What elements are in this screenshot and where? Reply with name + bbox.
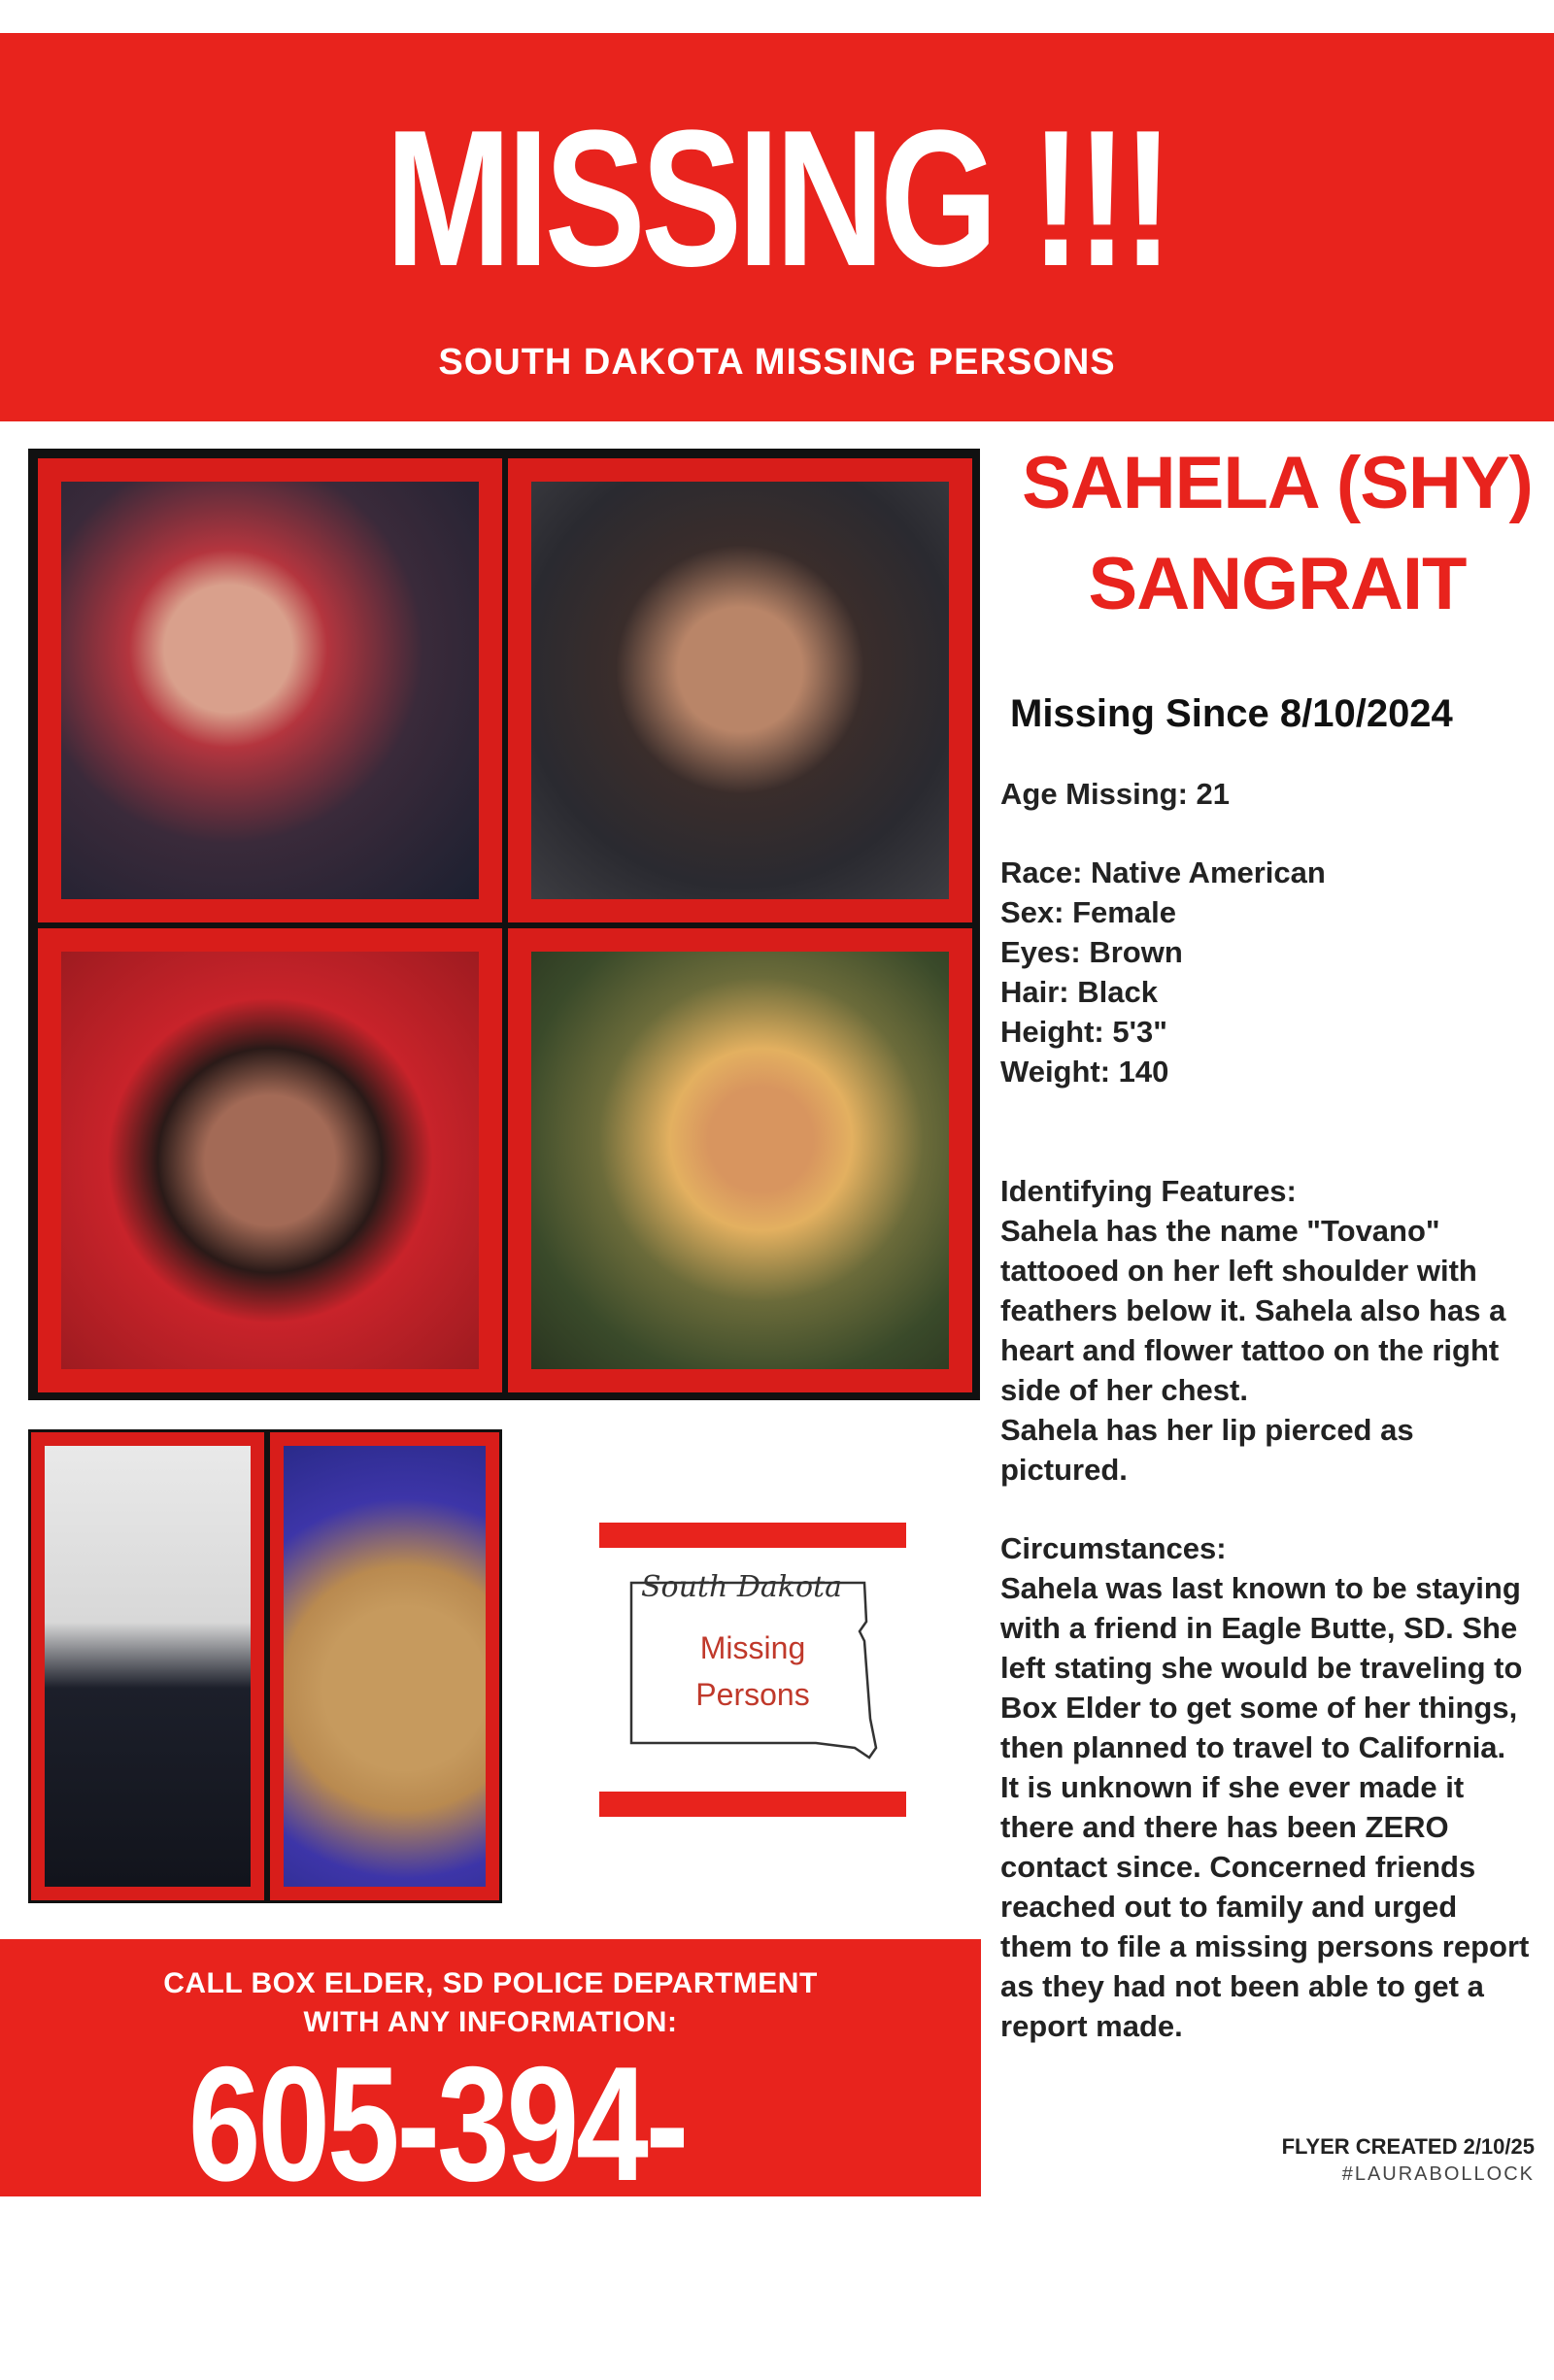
description-block	[1000, 853, 1554, 1091]
identifying-line: pictured.	[1000, 1453, 1128, 1487]
identifying-line: heart and flower tattoo on the right	[1000, 1333, 1500, 1367]
logo-line-3: Persons	[695, 1677, 810, 1712]
identifying-line: Sahela has her lip pierced as	[1000, 1413, 1414, 1447]
flyer-created: FLYER CREATED 2/10/25	[1281, 2134, 1535, 2159]
circumstances-line: contact since. Concerned friends	[1000, 1850, 1476, 1884]
circumstances-line: left stating she would be traveling to	[1000, 1651, 1523, 1685]
photo-frame-3	[38, 928, 502, 1392]
circumstances-line: reached out to family and urged	[1000, 1890, 1458, 1924]
missing-since: Missing Since 8/10/2024	[1010, 692, 1453, 735]
person-name-line-2: SANGRAIT	[1088, 543, 1467, 625]
call-instruction-line-2: WITH ANY INFORMATION:	[303, 2006, 678, 2038]
identifying-line: feathers below it. Sahela also has a	[1000, 1293, 1506, 1327]
south-dakota-logo	[622, 1563, 884, 1767]
circumstances-line: there and there has been ZERO	[1000, 1810, 1449, 1844]
circumstances-line: Box Elder to get some of her things,	[1000, 1691, 1518, 1725]
photo-grid	[28, 449, 980, 1400]
height: Height: 5'3"	[1000, 1015, 1167, 1049]
identifying-line: side of her chest.	[1000, 1373, 1248, 1407]
photo-frame-5	[28, 1429, 267, 1903]
photo-frame-4	[508, 928, 972, 1392]
call-instruction-line-1: CALL BOX ELDER, SD POLICE DEPARTMENT	[163, 1967, 818, 1999]
poster-subtitle: SOUTH DAKOTA MISSING PERSONS	[438, 342, 1116, 383]
identifying-heading: Identifying Features:	[1000, 1174, 1297, 1208]
logo-bar-top	[599, 1523, 906, 1548]
age-missing-text: Age Missing: 21	[1000, 777, 1230, 811]
circumstances-line: It is unknown if she ever made it	[1000, 1770, 1465, 1804]
weight: Weight: 140	[1000, 1055, 1169, 1089]
race: Race: Native American	[1000, 855, 1326, 889]
photo-frame-6	[267, 1429, 502, 1903]
circumstances-line: as they had not been able to get a	[1000, 1969, 1484, 2003]
age-missing	[1000, 774, 1554, 814]
hair: Hair: Black	[1000, 975, 1158, 1009]
photo-1	[61, 482, 479, 899]
photo-frame-1	[38, 458, 502, 922]
identifying-features	[1000, 1171, 1554, 1490]
photo-2	[531, 482, 949, 899]
person-name-line-1: SAHELA (SHY)	[1022, 442, 1533, 524]
photo-6	[284, 1446, 486, 1887]
logo-line-1: South Dakota	[641, 1570, 842, 1604]
logo-line-2: Missing	[699, 1630, 806, 1665]
poster-title: MISSING !!!	[385, 90, 1169, 307]
identifying-line: Sahela has the name "Tovano"	[1000, 1214, 1440, 1248]
photo-frame-2	[508, 458, 972, 922]
circumstances-line: then planned to travel to California.	[1000, 1730, 1506, 1764]
phone-number[interactable]: 605-394-4131	[187, 2032, 687, 2380]
circumstances-line: report made.	[1000, 2009, 1183, 2043]
eyes: Eyes: Brown	[1000, 935, 1183, 969]
circumstances	[1000, 1528, 1554, 2046]
circumstances-heading: Circumstances:	[1000, 1531, 1227, 1565]
hashtag: #LAURABOLLOCK	[1341, 2163, 1535, 2185]
circumstances-line: them to file a missing persons report	[1000, 1929, 1530, 1963]
photo-3	[61, 952, 479, 1369]
identifying-line: tattooed on her left shoulder with	[1000, 1254, 1477, 1288]
logo-bar-bottom	[599, 1792, 906, 1817]
circumstances-line: with a friend in Eagle Butte, SD. She	[1000, 1611, 1518, 1645]
photo-4	[531, 952, 949, 1369]
circumstances-line: Sahela was last known to be staying	[1000, 1571, 1521, 1605]
state-outline-icon	[631, 1583, 876, 1758]
photo-5	[45, 1446, 251, 1887]
sex: Sex: Female	[1000, 895, 1176, 929]
